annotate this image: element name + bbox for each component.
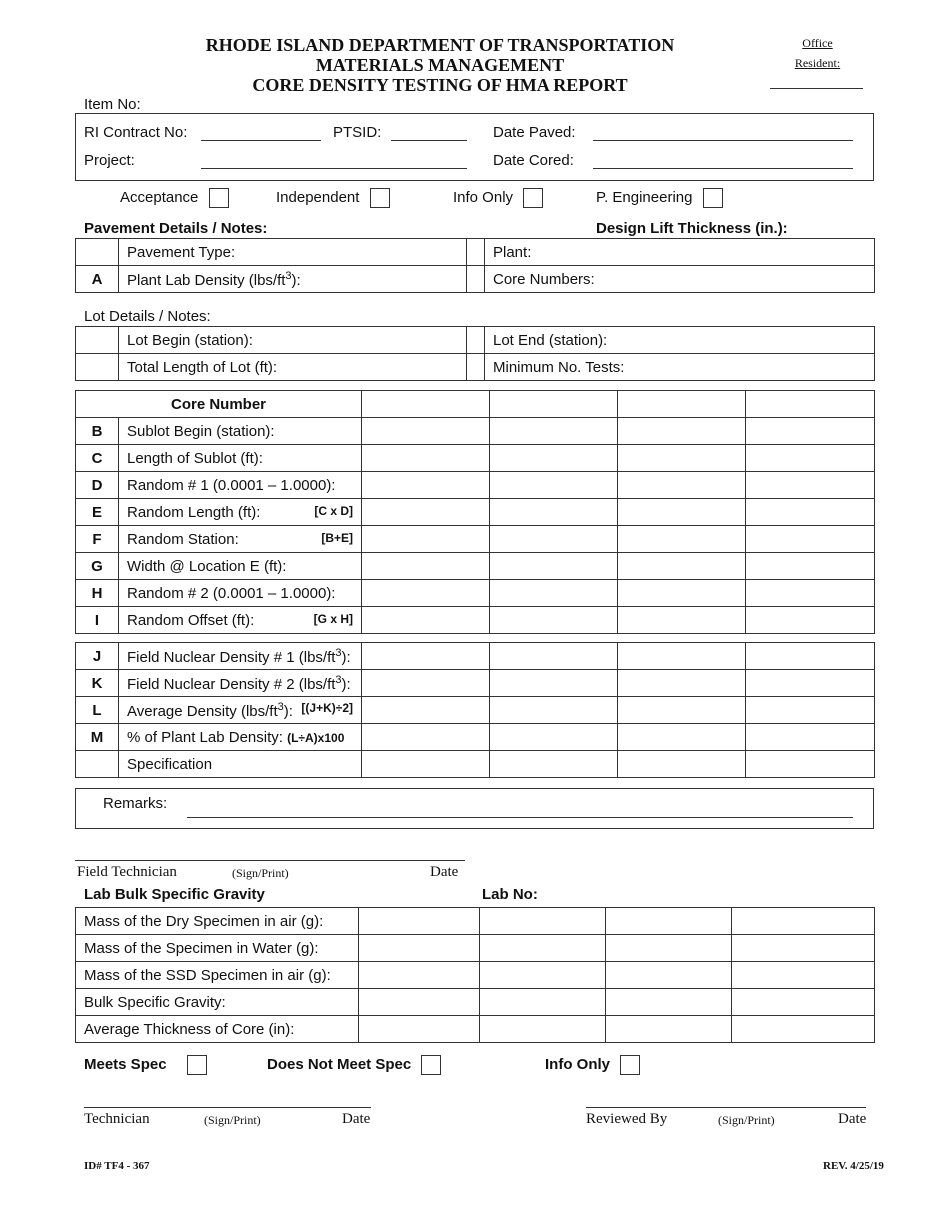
data-cell[interactable] [362,607,490,634]
data-cell[interactable] [746,607,875,634]
meets-spec-option [84,1055,207,1075]
data-cell[interactable] [362,751,490,778]
data-cell[interactable] [618,607,746,634]
data-cell[interactable] [490,445,618,472]
meets-spec-label: Meets Spec [84,1055,167,1073]
remarks-box [75,788,874,829]
lab-bulk-title: Lab Bulk Specific Gravity [84,886,265,903]
superscript: 3 [277,700,284,713]
formula: (L÷A)x100 [287,730,345,745]
row-letter: H [76,580,119,607]
does-not-meet-spec-checkbox[interactable] [421,1055,441,1075]
core-row-label [119,553,362,580]
label-close: ): [291,271,301,289]
row-letter: M [76,724,119,751]
lab-row-label: Mass of the Dry Specimen in air (g): [76,908,359,935]
lot-end-cell[interactable] [485,327,875,354]
core-row-text: Sublot Begin (station): [127,422,275,440]
superscript: 3 [335,673,342,686]
row-letter: I [76,607,119,634]
data-cell[interactable] [480,989,606,1016]
data-cell[interactable] [606,962,732,989]
core-row-label [119,445,362,472]
data-cell[interactable] [362,670,490,697]
core-number-cell[interactable] [618,391,746,418]
data-cell[interactable] [359,1016,480,1043]
data-cell[interactable] [606,935,732,962]
design-lift-label: Design Lift Thickness (in.): [596,220,788,237]
core-number-header: Core Number [76,391,362,418]
label-close: ): [283,702,293,720]
data-cell[interactable] [618,751,746,778]
data-cell[interactable] [480,908,606,935]
density-row-label [119,643,362,670]
plant-lab-density-label: Plant Lab Density (lbs/ft [127,271,286,289]
core-table [75,390,875,634]
data-cell[interactable] [618,445,746,472]
data-cell[interactable] [618,472,746,499]
lab-row-label: Bulk Specific Gravity: [76,989,359,1016]
data-cell[interactable] [362,580,490,607]
core-row-label [119,607,362,634]
data-cell[interactable] [732,962,875,989]
formula: [B+E] [321,530,353,545]
resident-field[interactable] [770,88,863,89]
row-letter-a: A [76,266,119,293]
pavement-type-label: Pavement Type: [119,239,467,266]
density-table [75,642,875,778]
lot-gap [467,354,485,381]
data-cell[interactable] [618,418,746,445]
info-only-label: Info Only [453,188,514,206]
core-number-cell[interactable] [746,391,875,418]
ptsid-field[interactable] [391,140,467,141]
data-cell[interactable] [618,526,746,553]
plant-cell[interactable] [485,239,875,266]
field-technician-sign-print: (Sign/Print) [232,866,289,880]
data-cell[interactable] [362,643,490,670]
data-cell[interactable] [362,472,490,499]
ri-contract-field[interactable] [201,140,321,141]
superscript: 3 [335,646,342,659]
lab-row-label: Mass of the SSD Specimen in air (g): [76,962,359,989]
lot-begin-label: Lot Begin (station): [119,327,467,354]
lot-letter-blank [76,327,119,354]
core-row-text: Random # 2 (0.0001 – 1.0000): [127,584,336,602]
reviewer-date-label: Date [838,1111,867,1127]
formula: [(J+K)÷2] [301,700,353,715]
row-letter-blank [76,751,119,778]
reviewer-sign-print: (Sign/Print) [718,1113,775,1127]
data-cell[interactable] [746,499,875,526]
data-cell[interactable] [490,670,618,697]
core-row-label [119,499,362,526]
data-cell[interactable] [490,499,618,526]
data-cell[interactable] [732,935,875,962]
plant-lab-density-cell [119,266,467,293]
data-cell[interactable] [490,697,618,724]
data-cell[interactable] [732,908,875,935]
row-letter: E [76,499,119,526]
data-cell[interactable] [490,751,618,778]
remarks-field[interactable] [187,817,853,818]
technician-label: Technician [84,1111,150,1127]
technician-sign-print: (Sign/Print) [204,1113,261,1127]
field-technician-label: Field Technician [77,864,177,880]
core-row-label [119,418,362,445]
project-field[interactable] [201,168,467,169]
data-cell[interactable] [746,553,875,580]
core-number-cell[interactable] [490,391,618,418]
pavement-gap [467,266,485,293]
data-cell[interactable] [746,445,875,472]
independent-option [276,188,390,208]
title-line-1: RHODE ISLAND DEPARTMENT OF TRANSPORTATION [205,35,675,55]
ri-contract-label: RI Contract No: [84,124,188,141]
info-only-result-checkbox[interactable] [620,1055,640,1075]
data-cell[interactable] [362,526,490,553]
data-cell[interactable] [362,418,490,445]
item-no-label: Item No: [84,96,141,113]
data-cell[interactable] [746,751,875,778]
acceptance-option [120,188,229,208]
info-only-checkbox[interactable] [523,188,543,208]
density-row-label [119,697,362,724]
density-row-label [119,724,362,751]
min-tests-cell[interactable] [485,354,875,381]
data-cell[interactable] [746,526,875,553]
data-cell[interactable] [606,908,732,935]
data-cell[interactable] [362,499,490,526]
data-cell[interactable] [480,962,606,989]
data-cell[interactable] [618,499,746,526]
lab-no-label: Lab No: [482,886,538,903]
core-row-text: Random Length (ft): [127,503,261,521]
form-revision: REV. 4/25/19 [823,1160,884,1172]
core-number-cell[interactable] [362,391,490,418]
ptsid-label: PTSID: [333,124,382,141]
data-cell[interactable] [618,643,746,670]
date-paved-label: Date Paved: [493,124,576,141]
field-nuclear-2-label: Field Nuclear Density # 2 (lbs/ft [127,675,336,693]
p-engineering-option [596,188,723,208]
label-close: ): [341,675,351,693]
total-length-label: Total Length of Lot (ft): [119,354,467,381]
independent-checkbox[interactable] [370,188,390,208]
data-cell[interactable] [490,580,618,607]
lot-end-label: Lot End (station): [493,331,608,349]
data-cell[interactable] [362,724,490,751]
data-cell[interactable] [490,526,618,553]
data-cell[interactable] [746,697,875,724]
data-cell[interactable] [618,697,746,724]
date-cored-label: Date Cored: [493,152,574,169]
data-cell[interactable] [732,1016,875,1043]
row-letter: J [76,643,119,670]
pavement-letter-blank [76,239,119,266]
data-cell[interactable] [746,418,875,445]
data-cell[interactable] [746,670,875,697]
project-label: Project: [84,152,135,169]
row-letter: B [76,418,119,445]
row-letter: C [76,445,119,472]
core-row-text: Random Offset (ft): [127,611,255,629]
core-numbers-cell[interactable] [485,266,875,293]
pavement-details-title: Pavement Details / Notes: [84,220,268,237]
core-row-text: Length of Sublot (ft): [127,449,263,467]
data-cell[interactable] [490,472,618,499]
technician-date-label: Date [342,1111,371,1127]
resident-label: Resident: [794,56,841,70]
core-row-text: Random # 1 (0.0001 – 1.0000): [127,476,336,494]
technician-signature-line[interactable] [84,1107,371,1108]
independent-label: Independent [276,188,360,206]
row-letter: F [76,526,119,553]
data-cell[interactable] [490,418,618,445]
row-letter: D [76,472,119,499]
data-cell[interactable] [606,989,732,1016]
pavement-gap [467,239,485,266]
info-only-option [453,188,543,208]
core-row-label [119,472,362,499]
data-cell[interactable] [490,724,618,751]
core-row-label [119,580,362,607]
date-cored-field[interactable] [593,168,853,169]
lot-letter-blank [76,354,119,381]
info-only-result-option [545,1055,640,1075]
data-cell[interactable] [746,580,875,607]
lab-table [75,907,875,1043]
data-cell[interactable] [732,989,875,1016]
data-cell[interactable] [359,989,480,1016]
formula: [G x H] [313,611,353,626]
row-letter: L [76,697,119,724]
lab-row-label: Average Thickness of Core (in): [76,1016,359,1043]
field-technician-date-label: Date [430,864,459,880]
row-letter: G [76,553,119,580]
data-cell[interactable] [746,472,875,499]
field-technician-signature-line[interactable] [75,860,465,861]
superscript: 3 [285,269,292,282]
p-engineering-checkbox[interactable] [703,188,723,208]
plant-label: Plant: [493,243,532,261]
data-cell[interactable] [746,724,875,751]
field-nuclear-1-label: Field Nuclear Density # 1 (lbs/ft [127,648,336,666]
min-tests-label: Minimum No. Tests: [493,358,625,376]
percent-plant-lab-label: % of Plant Lab Density: [127,728,283,746]
acceptance-checkbox[interactable] [209,188,229,208]
lot-table [75,326,875,381]
average-density-label: Average Density (lbs/ft [127,702,278,720]
info-only-result-label: Info Only [545,1055,610,1073]
data-cell[interactable] [490,553,618,580]
data-cell[interactable] [618,670,746,697]
data-cell[interactable] [362,697,490,724]
lab-row-label: Mass of the Specimen in Water (g): [76,935,359,962]
data-cell[interactable] [606,1016,732,1043]
data-cell[interactable] [359,962,480,989]
data-cell[interactable] [480,935,606,962]
form-id: ID# TF4 - 367 [84,1160,150,1172]
data-cell[interactable] [618,553,746,580]
reviewed-by-label: Reviewed By [586,1111,668,1127]
office-label: Office [802,36,833,50]
label-close: ): [341,648,351,666]
density-row-label [119,670,362,697]
does-not-meet-spec-option [267,1055,441,1075]
reviewer-signature-line[interactable] [586,1107,866,1108]
pavement-table [75,238,875,293]
data-cell[interactable] [746,643,875,670]
data-cell[interactable] [359,908,480,935]
data-cell[interactable] [490,607,618,634]
acceptance-label: Acceptance [120,188,199,206]
data-cell[interactable] [618,724,746,751]
specification-label: Specification [119,751,362,778]
data-cell[interactable] [490,643,618,670]
does-not-meet-spec-label: Does Not Meet Spec [267,1055,412,1073]
core-row-label [119,526,362,553]
data-cell[interactable] [359,935,480,962]
data-cell[interactable] [618,580,746,607]
meets-spec-checkbox[interactable] [187,1055,207,1075]
formula: [C x D] [314,503,353,518]
lot-details-title: Lot Details / Notes: [84,308,211,325]
data-cell[interactable] [480,1016,606,1043]
title-line-3: CORE DENSITY TESTING OF HMA REPORT [252,75,628,95]
contract-box [75,113,874,181]
core-row-text: Width @ Location E (ft): [127,557,287,575]
lot-gap [467,327,485,354]
date-paved-field[interactable] [593,140,853,141]
p-engineering-label: P. Engineering [596,188,693,206]
data-cell[interactable] [362,445,490,472]
remarks-label: Remarks: [103,795,168,812]
core-numbers-label: Core Numbers: [493,270,595,288]
data-cell[interactable] [362,553,490,580]
title-line-2: MATERIALS MANAGEMENT [315,55,565,75]
row-letter: K [76,670,119,697]
core-row-text: Random Station: [127,530,239,548]
